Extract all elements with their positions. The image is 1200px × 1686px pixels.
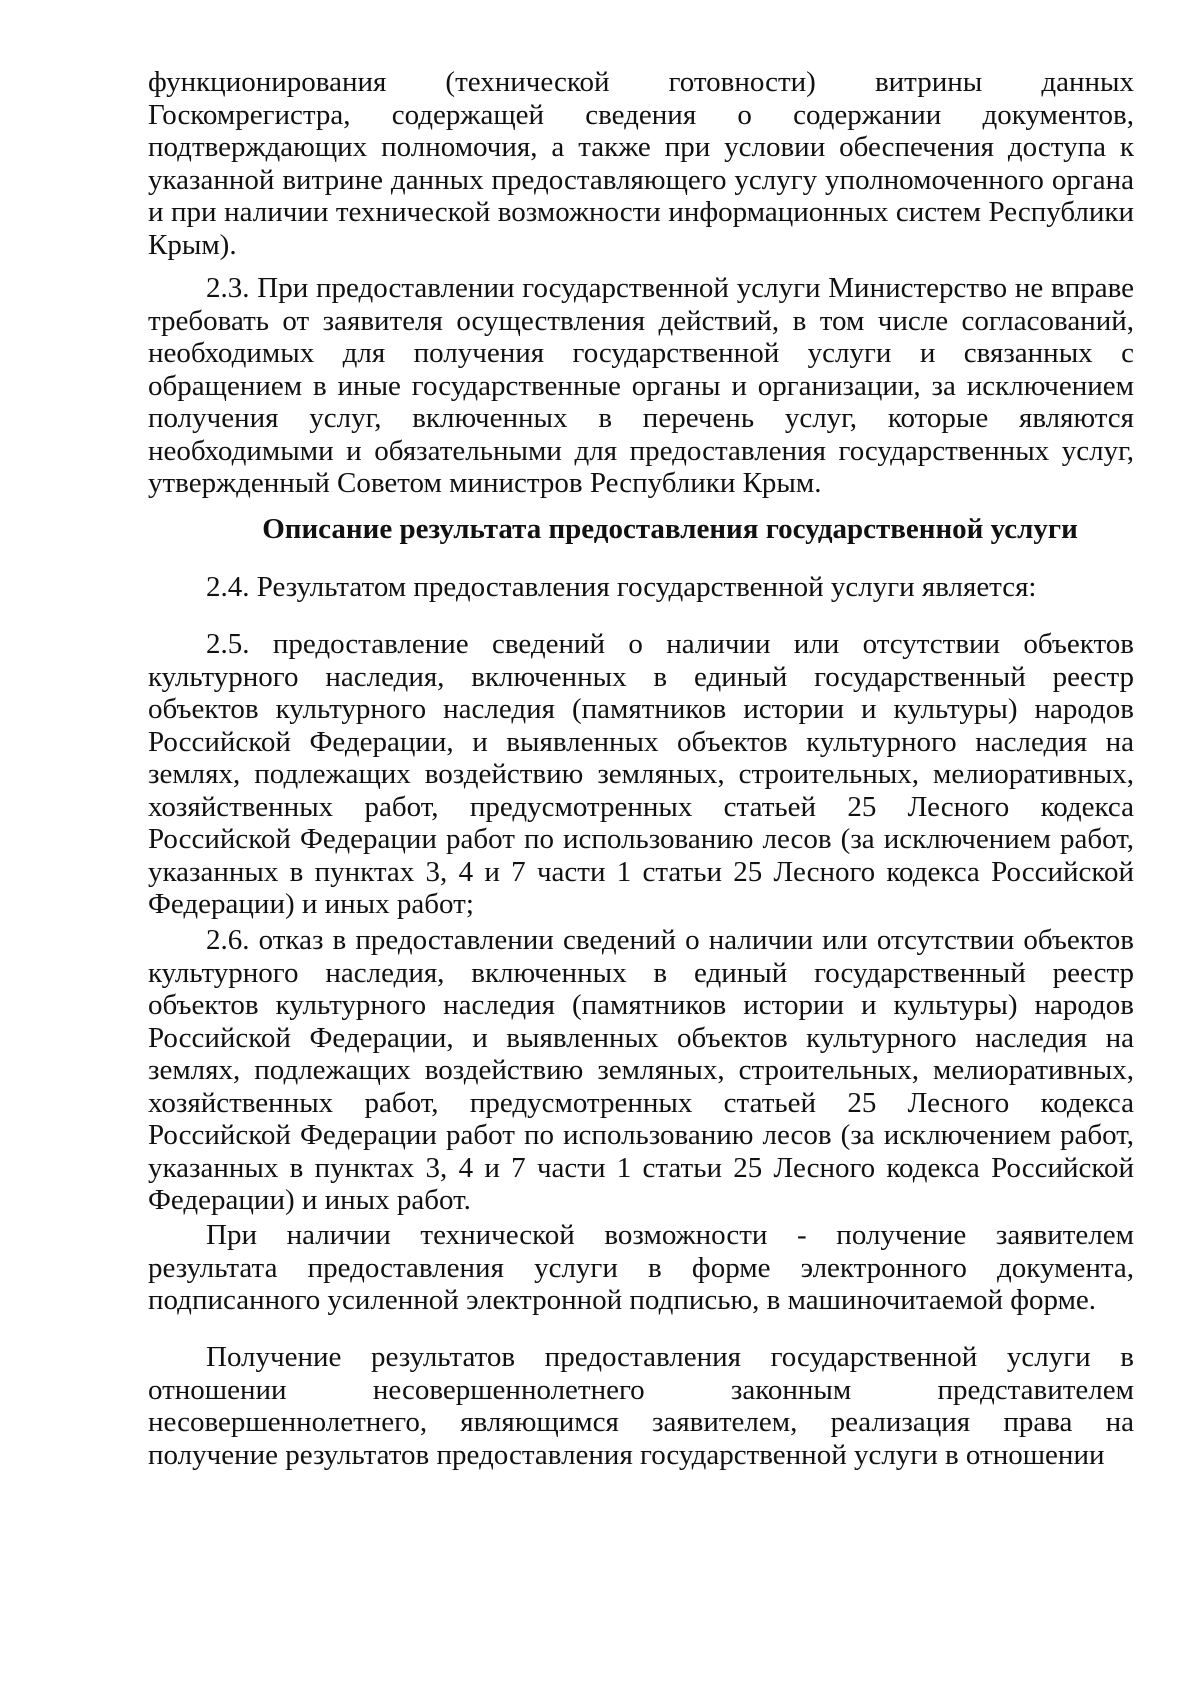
section-heading: Описание результата предоставления государственной услуги (262, 513, 1078, 545)
paragraph-2-6: 2.6. отказ в предоставлении сведений о наличии или отсутствии объектов культурного наследия, включенных в единый государственный реестр объектов культурного наследия (памятников истории и культуры) народов Российской Федерации, и выявленных объектов культурного наследия на землях, подлежащих воздействию земляных, строительных, мелиоративных, хозяйственных работ, предусмотренных статьей 25 Лесного кодекса Российской Федерации работ по использованию лесов (за исключением работ, указанных в пунктах 3, 4 и 7 части 1 статьи 25 Лесного кодекса Российской Федерации) и иных работ. (148, 924, 1134, 1216)
paragraph-minor-result: Получение результатов предоставления государственной услуги в отношении несовершеннолетнего законным представителем несовершеннолетнего, являющимся заявителем, реализация права на получение результатов предоставления государственной услуги в отношении (148, 1341, 1134, 1471)
paragraph-2-4: 2.4. Результатом предоставления государственной услуги является: (206, 571, 1037, 603)
paragraph-electronic-result: При наличии технической возможности - получение заявителем результата предоставления услуги в форме электронного документа, подписанного усиленной электронной подписью, в машиночитаемой форме. (148, 1219, 1134, 1316)
paragraph-2-5: 2.5. предоставление сведений о наличии или отсутствии объектов культурного наследия, включенных в единый государственный реестр объектов культурного наследия (памятников истории и культуры) народов Российской Федерации, и выявленных объектов культурного наследия на землях, подлежащих воздействию земляных, строительных, мелиоративных, хозяйственных работ, предусмотренных статьей 25 Лесного кодекса Российской Федерации работ по использованию лесов (за исключением работ, указанных в пунктах 3, 4 и 7 части 1 статьи 25 Лесного кодекса Российской Федерации) и иных работ; (148, 628, 1134, 920)
paragraph-2-3: 2.3. При предоставлении государственной услуги Министерство не вправе требовать от заявителя осуществления действий, в том числе согласований, необходимых для получения государственной услуги и связанных с обращением в иные государственные органы и организации, за исключением получения услуг, включенных в перечень услуг, которые являются необходимыми и обязательными для предоставления государственных услуг, утвержденный Советом министров Республики Крым. (148, 272, 1134, 499)
paragraph-continuation: функционирования (технической готовности) витрины данных Госкомрегистра, содержащей сведения о содержании документов, подтверждающих полномочия, а также при условии обеспечения доступа к указанной витрине данных предоставляющего услугу уполномоченного органа и при наличии технической возможности информационных систем Республики Крым). (148, 66, 1134, 261)
